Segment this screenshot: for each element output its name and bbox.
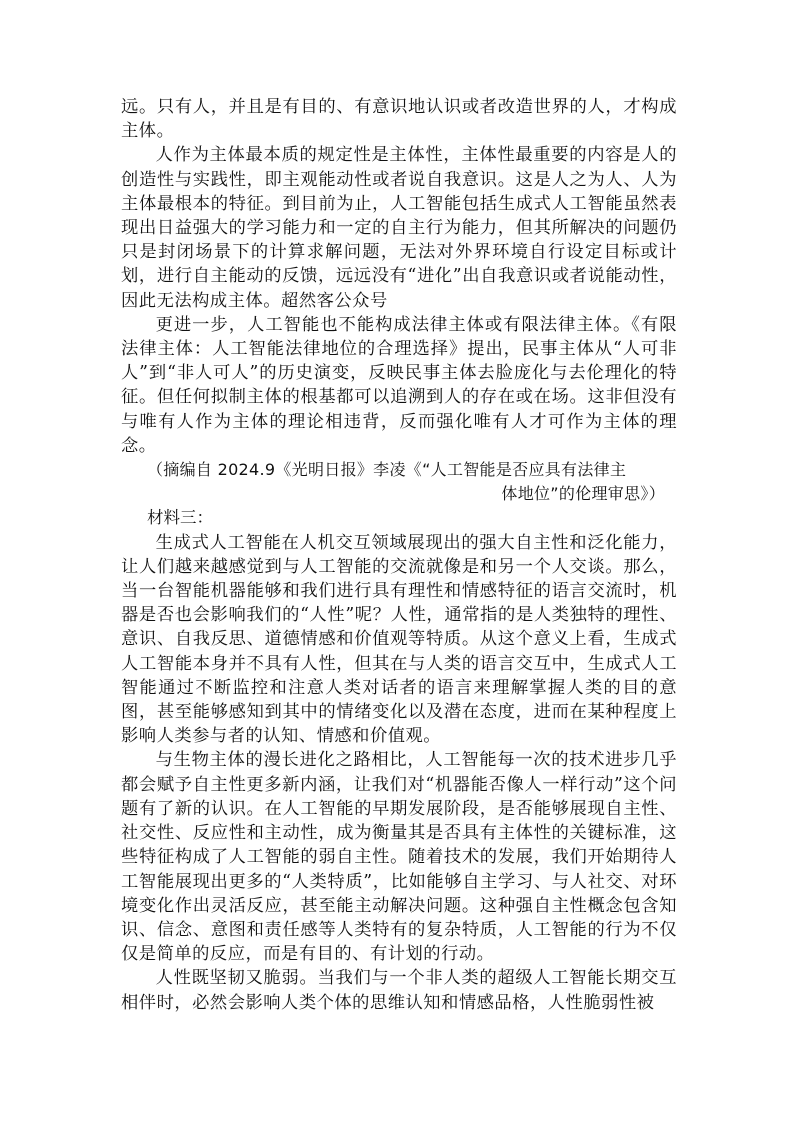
document-body <box>121 95 677 1015</box>
paragraph-3: 更进一步，人工智能也不能构成法律主体或有限法律主体。《有限法律主体：人工智能法律地位的合理选择》提出，民事主体从“人可非人”到“非人可人”的历史演变，反映民事主体去脸庞化与去伦理化的特征。但任何拟制主体的根基都可以追溯到人的存在或在场。这非但没有与唯有人作为主体的理论相违背，反而强化唯有人才可作为主体的理念。 <box>121 314 677 456</box>
paragraph-5: 与生物主体的漫长进化之路相比，人工智能每一次的技术进步几乎都会赋予自主性更多新内涵，让我们对“机器能否像人一样行动”这个问题有了新的认识。在人工智能的早期发展阶段，是否能够展现自主性、社交性、反应性和主动性，成为衡量其是否具有主体性的关键标准，这些特征构成了人工智能的弱自主性。随着技术的发展，我们开始期待人工智能展现出更多的“人类特质”，比如能够自主学习、与人社交、对环境变化作出灵活反应，甚至能主动解决问题。这种强自主性概念包含知识、信念、意图和责任感等人类特有的复杂特质，人工智能的行为不仅仅是简单的反应，而是有目的、有计划的行动。 <box>121 750 677 965</box>
material-heading: 材料三： <box>147 508 213 528</box>
citation-line-2: 体地位”的伦理审思》） <box>501 484 665 504</box>
paragraph-6: 人性既坚韧又脆弱。当我们与一个非人类的超级人工智能长期交互相伴时，必然会影响人类个体的思维认知和情感品格，人性脆弱性被 <box>121 968 677 1013</box>
paragraph-2: 人作为主体最本质的规定性是主体性，主体性最重要的内容是人的创造性与实践性，即主观能动性或者说自我意识。这是人之为人、人为主体最根本的特征。到目前为止，人工智能包括生成式人工智能虽然表现出日益强大的学习能力和一定的自主行为能力，但其所解决的问题仍只是封闭场景下的计算求解问题，无法对外界环境自行设定目标或计划，进行自主能动的反馈，远远没有“进化”出自我意识或者说能动性，因此无法构成主体。超然客公众号 <box>121 145 677 311</box>
citation <box>121 458 677 506</box>
paragraph-4: 生成式人工智能在人机交互领域展现出的强大自主性和泛化能力，让人们越来越感觉到与人工智能的交流就像是和另一个人交谈。那么，当一台智能机器能够和我们进行具有理性和情感特征的语言交流时，机器是否也会影响我们的“人性”呢？人性，通常指的是人类独特的理性、意识、自我反思、道德情感和价值观等特质。从这个意义上看，生成式人工智能本身并不具有人性，但其在与人类的语言交互中，生成式人工智能通过不断监控和注意人类对话者的语言来理解掌握人类的目的意图，甚至能够感知到其中的情绪变化以及潜在态度，进而在某种程度上影响人类参与者的认知、情感和价值观。 <box>121 532 677 747</box>
citation-line-1: （摘编自 2024.9《光明日报》李凌《“人工智能是否应具有法律主 <box>147 460 627 480</box>
paragraph-1: 远。只有人，并且是有目的、有意识地认识或者改造世界的人，才构成主体。 <box>121 97 677 142</box>
